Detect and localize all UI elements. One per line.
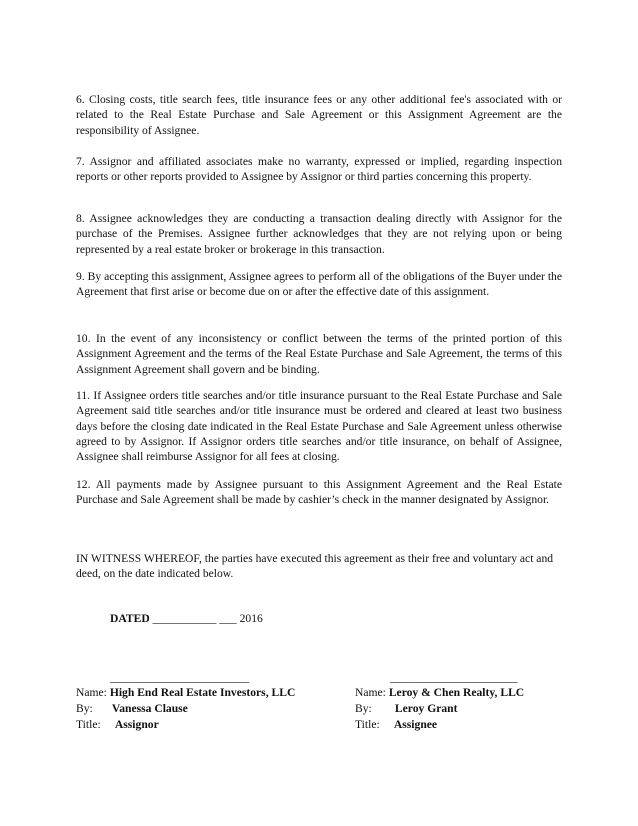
assignor-name-row <box>76 685 295 700</box>
assignor-by: Vanessa Clause <box>111 702 188 715</box>
dated-line <box>110 611 263 626</box>
clause-9: 9. By accepting this assignment, Assignee agrees to perform all of the obligations of the Buyer under the Agreement that first arise or become due on or after the effective date of this assignment. <box>76 270 562 299</box>
assignor-name-label: Name: <box>76 686 107 699</box>
dated-year: 2016 <box>239 612 263 625</box>
clause-11: 11. If Assignee orders title searches and/or title insurance pursuant to the Real Estate Purchase and Sale Agreement said title searches and/or title insurance must be ordered and cleared at least two business days before the closing date indicated in the Real Estate Purchase and Sale Agreement unless otherwise agreed to by Assignor. If Assignor orders title searches and/or title insurance, on behalf of Assignee, Assignee shall reimburse Assignor for all fees at closing. <box>76 389 562 464</box>
assignee-title-label: Title: <box>355 718 380 731</box>
clause-10: 10. In the event of any inconsistency or conflict between the terms of the printed portion of this Assignment Agreement and the terms of the Real Estate Purchase and Sale Agreement, the terms of this Assignment Agreement shall govern and be binding. <box>76 332 562 376</box>
assignor-title: Assignor <box>114 718 159 731</box>
dated-label: DATED <box>110 612 150 625</box>
clause-12: 12. All payments made by Assignee pursuant to this Assignment Agreement and the Real Estate Purchase and Sale Agreement shall be made by cashier’s check in the manner designated by Assignor. <box>76 478 562 507</box>
assignor-title-row <box>76 717 159 732</box>
clause-8: 8. Assignee acknowledges they are conducting a transaction dealing directly with Assignor for the purchase of the Premises. Assignee further acknowledges that they are not relying upon or being represented by a real estate broker or brokerage in this transaction. <box>76 212 562 256</box>
assignee-title: Assignee <box>393 718 438 731</box>
witness-statement: IN WITNESS WHEREOF, the parties have executed this agreement as their free and voluntary act and deed, on the date indicated below. <box>76 552 554 581</box>
assignor-name: High End Real Estate Investors, LLC <box>109 686 296 699</box>
clause-7: 7. Assignor and affiliated associates make no warranty, expressed or implied, regarding inspection reports or other reports provided to Assignee by Assignor or third parties concerning this property. <box>76 155 562 184</box>
assignee-name: Leroy & Chen Realty, LLC <box>388 686 525 699</box>
assignor-by-row <box>76 701 188 716</box>
assignee-by-label: By: <box>355 702 372 715</box>
assignor-title-label: Title: <box>76 718 101 731</box>
assignee-name-label: Name: <box>355 686 386 699</box>
assignee-by: Leroy Grant <box>394 702 458 715</box>
assignee-by-row <box>355 701 457 716</box>
dated-blank: ___________ ___ <box>152 612 237 625</box>
assignee-signature-line: ______________________ <box>390 671 518 684</box>
assignee-title-row <box>355 717 437 732</box>
assignee-name-row <box>355 685 524 700</box>
assignor-by-label: By: <box>76 702 93 715</box>
assignor-signature-line: ________________________ <box>110 671 250 684</box>
clause-6: 6. Closing costs, title search fees, title insurance fees or any other additional fee's associated with or related to the Real Estate Purchase and Sale Agreement or this Assignment Agreement are the responsibility of Assignee. <box>76 93 562 137</box>
